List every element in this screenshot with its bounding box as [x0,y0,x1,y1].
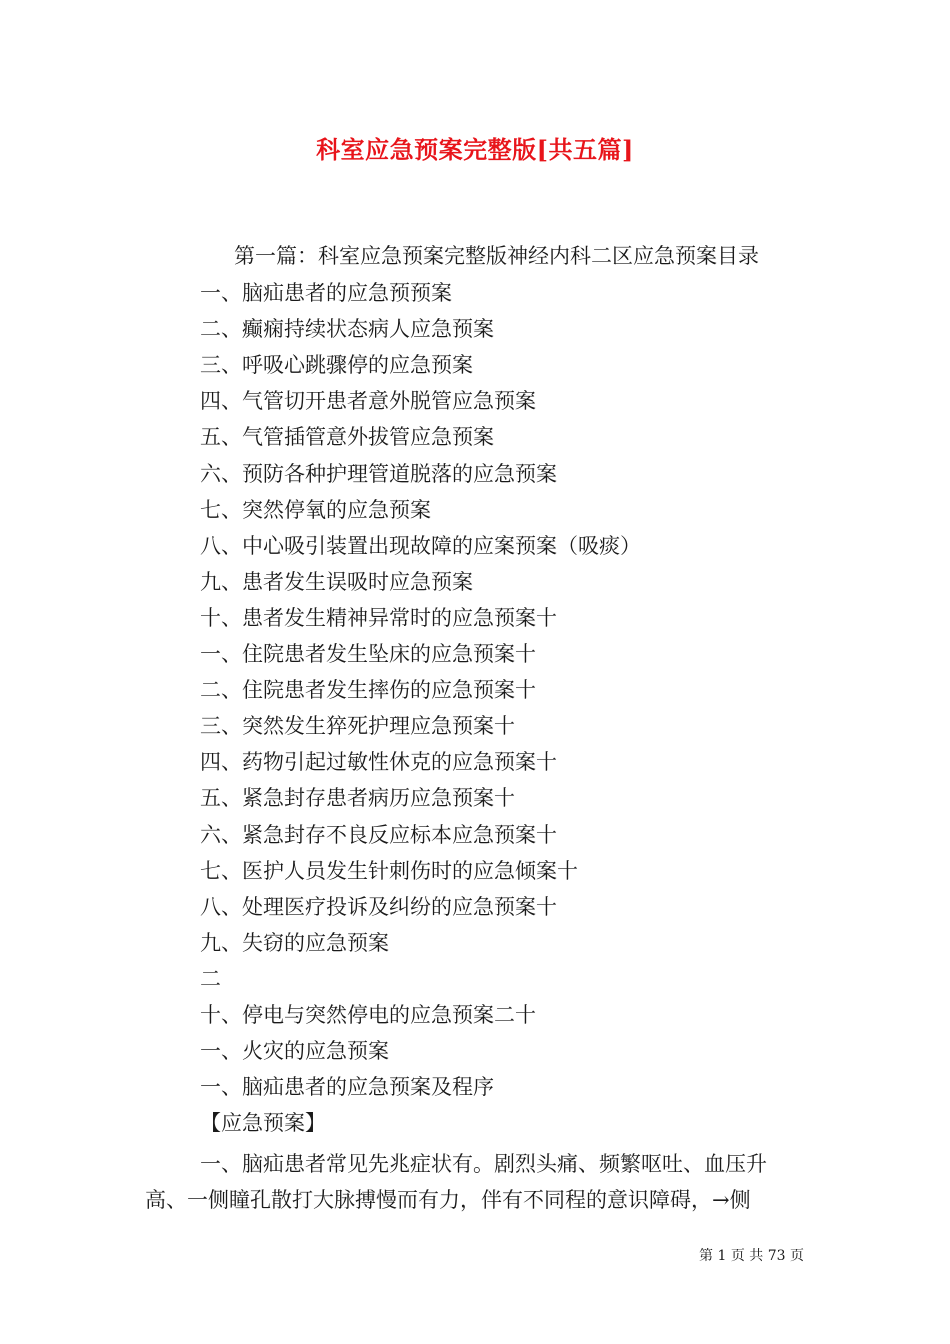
toc-item: 三、呼吸心跳骤停的应急预案 [200,353,473,377]
toc-item: 六、紧急封存不良反应标本应急预案十 [200,823,557,847]
toc-item: 八、中心吸引装置出现故障的应案预案（吸痰） [200,534,641,558]
toc-item: 八、处理医疗投诉及纠纷的应急预案十 [200,895,557,919]
toc-item: 一、脑疝患者的应急预案及程序 [200,1075,494,1099]
page-number: 第 1 页 共 73 页 [699,1248,804,1264]
toc-item: 五、气管插管意外拔管应急预案 [200,425,494,449]
toc-item: 十、停电与突然停电的应急预案二十 [200,1003,536,1027]
toc-item: 六、预防各种护理管道脱落的应急预案 [200,462,557,486]
toc-item: 一、住院患者发生坠床的应急预案十 [200,642,536,666]
toc-item: 四、药物引起过敏性休克的应急预案十 [200,750,557,774]
toc-item: 三、突然发生猝死护理应急预案十 [200,714,515,738]
body-paragraph-line: 高、一侧瞳孔散打大脉搏慢而有力，伴有不同程的意识障碍，→侧 [145,1188,751,1212]
toc-item: 二、癫痫持续状态病人应急预案 [200,317,494,341]
intro-line: 第一篇：科室应急预案完整版神经内科二区应急预案目录 [234,244,759,268]
toc-item: 二 [200,967,221,991]
toc-item: 七、突然停氧的应急预案 [200,498,431,522]
toc-item: 二、住院患者发生摔伤的应急预案十 [200,678,536,702]
toc-item: 七、医护人员发生针刺伤时的应急倾案十 [200,859,578,883]
body-paragraph-line: 一、脑疝患者常见先兆症状有。剧烈头痛、频繁呕吐、血压升 [200,1152,767,1176]
toc-item: 【应急预案】 [200,1111,326,1135]
toc-item: 十、患者发生精神异常时的应急预案十 [200,606,557,630]
document-title: 科室应急预案完整版[共五篇] [316,135,634,164]
toc-item: 一、脑疝患者的应急预预案 [200,281,452,305]
toc-item: 九、患者发生误吸时应急预案 [200,570,473,594]
toc-item: 一、火灾的应急预案 [200,1039,389,1063]
toc-item: 九、失窃的应急预案 [200,931,389,955]
toc-item: 四、气管切开患者意外脱管应急预案 [200,389,536,413]
toc-item: 五、紧急封存患者病历应急预案十 [200,786,515,810]
